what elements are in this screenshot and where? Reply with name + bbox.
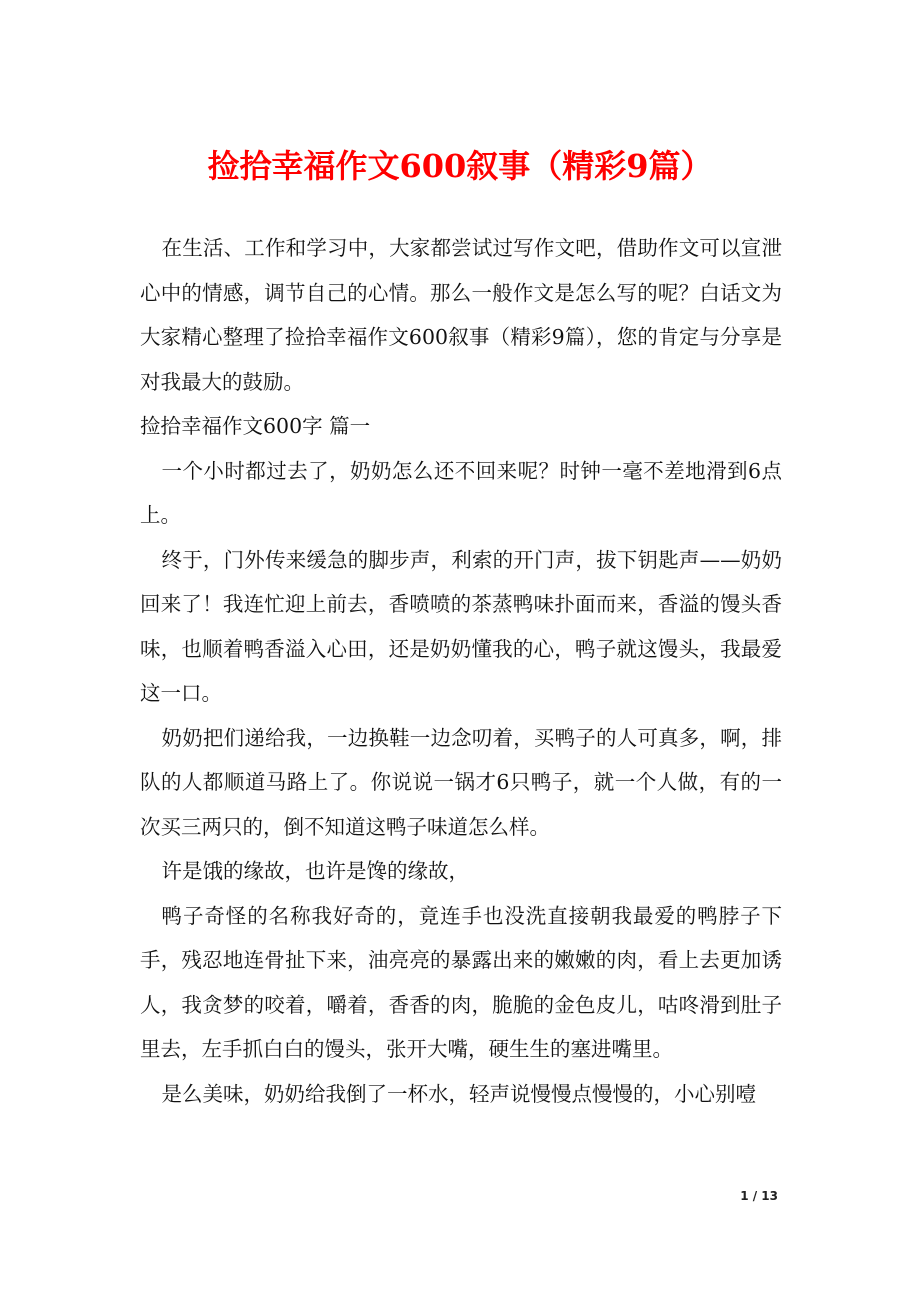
body-paragraph: 是么美味，奶奶给我倒了一杯水，轻声说慢慢点慢慢的，小心别噎: [161, 1081, 757, 1106]
intro-paragraph: 在生活、工作和学习中，大家都尝试过写作文吧，借助作文可以宣泄心中的情感，调节自己的心情。那么一般作文是怎么写的呢？白话文为大家精心整理了捡拾幸福作文600叙事（精彩9篇），您的肯定与分享是对我最大的鼓励。: [140, 236, 782, 394]
body-paragraph: 奶奶把们递给我，一边换鞋一边念叨着，买鸭子的人可真多，啊，排队的人都顺道马路上了。你说说一锅才6只鸭子，就一个人做，有的一次买三两只的，倒不知道这鸭子味道怎么样。: [140, 725, 782, 839]
page-number: 1 / 13: [740, 1189, 778, 1203]
document-title: 捡拾幸福作文600叙事（精彩9篇）: [207, 147, 713, 185]
document-body: [140, 226, 782, 1116]
body-paragraph: 许是饿的缘故，也许是馋的缘故，: [161, 859, 470, 883]
body-paragraph: 终于，门外传来缓急的脚步声，利索的开门声，拔下钥匙声——奶奶回来了！我连忙迎上前去，香喷喷的茶蒸鸭味扑面而来，香溢的馒头香味，也顺着鸭香溢入心田，还是奶奶懂我的心，鸭子就这馒头，我最爱这一口。: [140, 547, 782, 705]
section-heading: 捡拾幸福作文600字 篇一: [140, 414, 371, 438]
body-paragraph: 鸭子奇怪的名称我好奇的，竟连手也没洗直接朝我最爱的鸭脖子下手，残忍地连骨扯下来，油亮亮的暴露出来的嫩嫩的肉，看上去更加诱人，我贪梦的咬着，嚼着，香香的肉，脆脆的金色皮儿，咕咚滑到肚子里去，左手抓白白的馒头，张开大嘴，硬生生的塞进嘴里。: [140, 903, 782, 1061]
body-paragraph: 一个小时都过去了，奶奶怎么还不回来呢？时钟一毫不差地滑到6点上。: [140, 458, 782, 527]
